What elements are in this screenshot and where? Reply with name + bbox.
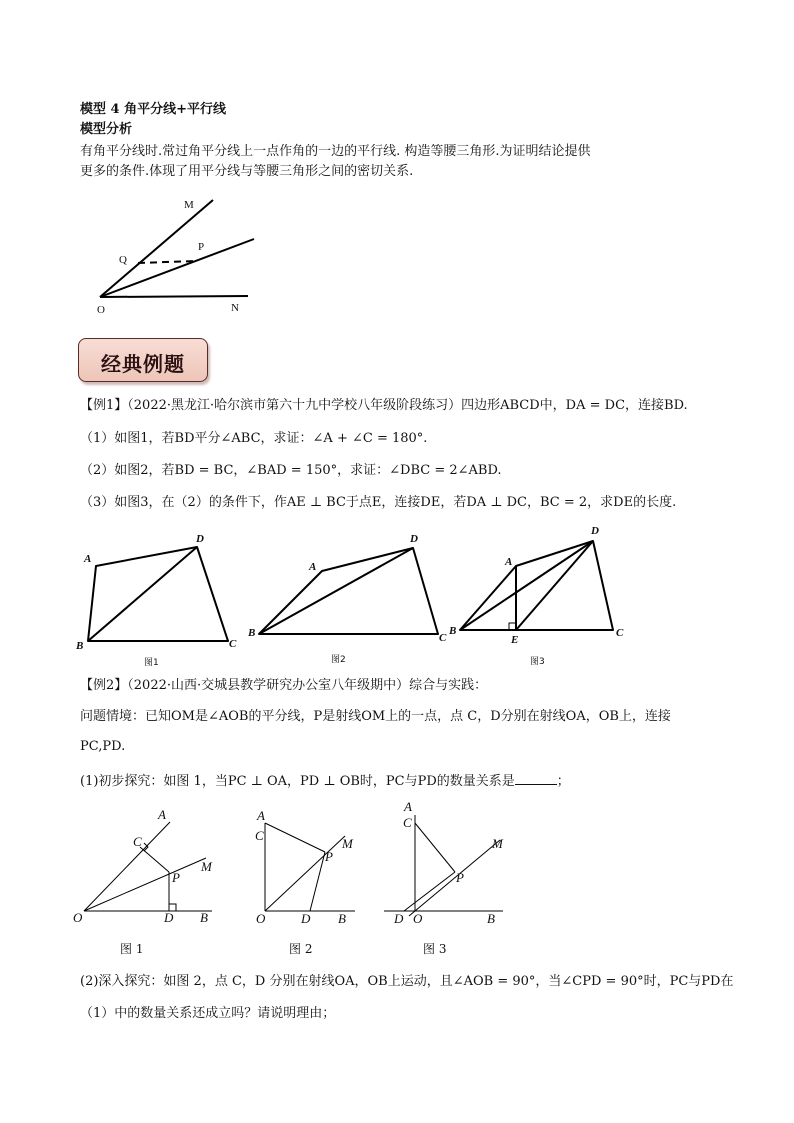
fig3-caption: 图3	[530, 657, 545, 667]
e2f1-ray-om	[84, 858, 206, 911]
example1-header: 【例1】（2022·黑龙江·哈尔滨市第六十九中学校八年级阶段练习）四边形ABCD中，DA = DC，连接BD.	[80, 398, 688, 413]
fig2-label-a: A	[309, 561, 317, 573]
e2f3-label-o: O	[413, 911, 423, 926]
e2f1-ray-oa	[84, 822, 170, 911]
example2-q2-line1: (2)深入探究：如图 2，点 C，D 分别在射线OA，OB上运动，且∠AOB = 90°，当∠CPD = 90°时，PC与PD在	[80, 974, 734, 989]
fig3-label-c: C	[616, 627, 624, 639]
fig2-label-b: B	[248, 627, 256, 639]
e2f3-segment-pd	[404, 872, 455, 911]
fig2-caption: 图2	[331, 655, 346, 665]
example1-q2: （2）如图2，若BD = BC，∠BAD = 150°，求证：∠DBC = 2∠ABD.	[80, 463, 502, 478]
e2f2-ray-om	[265, 836, 345, 911]
e2f3-label-c: C	[403, 815, 412, 830]
e2f1-label-o: O	[73, 910, 83, 925]
example2-situation-line1: 问题情境：已知OM是∠AOB的平分线，P是射线OM上的一点，点 C，D分别在射线OA，OB上，连接	[80, 709, 671, 724]
fig2-label-d: D	[410, 533, 418, 545]
example2-situation-line2: PC,PD.	[80, 739, 126, 754]
fig1-caption: 图1	[144, 658, 159, 668]
e2f3-ray-om	[409, 840, 500, 916]
e2f1-label-m: M	[201, 859, 212, 874]
e2f3-label-b: B	[487, 911, 495, 926]
e2f2-label-p: P	[325, 849, 333, 864]
e2f1-label-b: B	[200, 910, 208, 925]
fig1-label-c: C	[229, 638, 237, 650]
example2-q2-line2: （1）中的数量关系还成立吗？请说明理由；	[80, 1006, 336, 1021]
fig3-label-e: E	[511, 634, 519, 646]
e2f3-label-d: D	[394, 911, 404, 926]
e2f1-label-a: A	[158, 807, 166, 822]
example1-q1: （1）如图1，若BD平分∠ABC，求证：∠A + ∠C = 180°.	[80, 431, 428, 446]
label-m: M	[184, 199, 194, 211]
e2f2-label-a: A	[257, 808, 265, 823]
e2-fig2-caption: 图 2	[289, 942, 313, 956]
example2-q1-end: ；	[556, 774, 570, 789]
label-n: N	[231, 302, 239, 314]
example1-q3: （3）如图3，在（2）的条件下，作AE ⊥ BC于点E，连接DE，若DA ⊥ DC，BC = 2，求DE的长度.	[80, 495, 677, 510]
fig1-label-a: A	[84, 553, 92, 565]
e2-fig3-caption: 图 3	[423, 942, 447, 956]
e2f1-label-d: D	[164, 910, 174, 925]
e2f3-segment-pc	[415, 823, 455, 872]
model-title: 模型 4 角平分线+平行线	[80, 102, 226, 117]
fig1-label-d: D	[196, 533, 204, 545]
e2f2-segment-pd	[310, 852, 325, 911]
label-p: P	[198, 241, 205, 253]
e2f3-label-m: M	[492, 836, 503, 851]
analysis-heading: 模型分析	[80, 122, 133, 137]
fig3-label-b: B	[449, 625, 457, 637]
example2-header: 【例2】（2022·山西·交城县教学研究办公室八年级期中）综合与实践：	[80, 678, 488, 693]
e2f2-label-m: M	[342, 836, 353, 851]
example2-q1-text: (1)初步探究：如图 1，当PC ⊥ OA，PD ⊥ OB时，PC与PD的数量关系是	[80, 774, 515, 789]
fig2-label-c: C	[439, 632, 447, 644]
e2f2-segment-pc	[265, 823, 325, 852]
e2-fig1-caption: 图 1	[120, 942, 144, 956]
e2f1-label-p: P	[172, 870, 180, 885]
label-q: Q	[119, 254, 127, 266]
analysis-paragraph-line1: 有角平分线时.常过角平分线上一点作角的一边的平行线. 构造等腰三角形.为证明结论提供	[80, 144, 591, 159]
analysis-paragraph-line2: 更多的条件.体现了用平分线与等腰三角形之间的密切关系.	[80, 164, 414, 179]
e2f1-label-c: C	[133, 834, 142, 849]
banner-label: 经典例题	[101, 352, 185, 376]
e2f3-label-a: A	[404, 799, 412, 814]
e2f2-label-d: D	[301, 911, 311, 926]
e2f2-label-b: B	[338, 911, 346, 926]
fig1-label-b: B	[76, 640, 84, 652]
label-o: O	[97, 304, 105, 316]
fig3-label-a: A	[505, 556, 513, 568]
e2f2-label-c: C	[255, 828, 264, 843]
e2f2-label-o: O	[256, 911, 266, 926]
e2f3-label-p: P	[456, 870, 464, 885]
fig3-label-d: D	[591, 525, 599, 537]
